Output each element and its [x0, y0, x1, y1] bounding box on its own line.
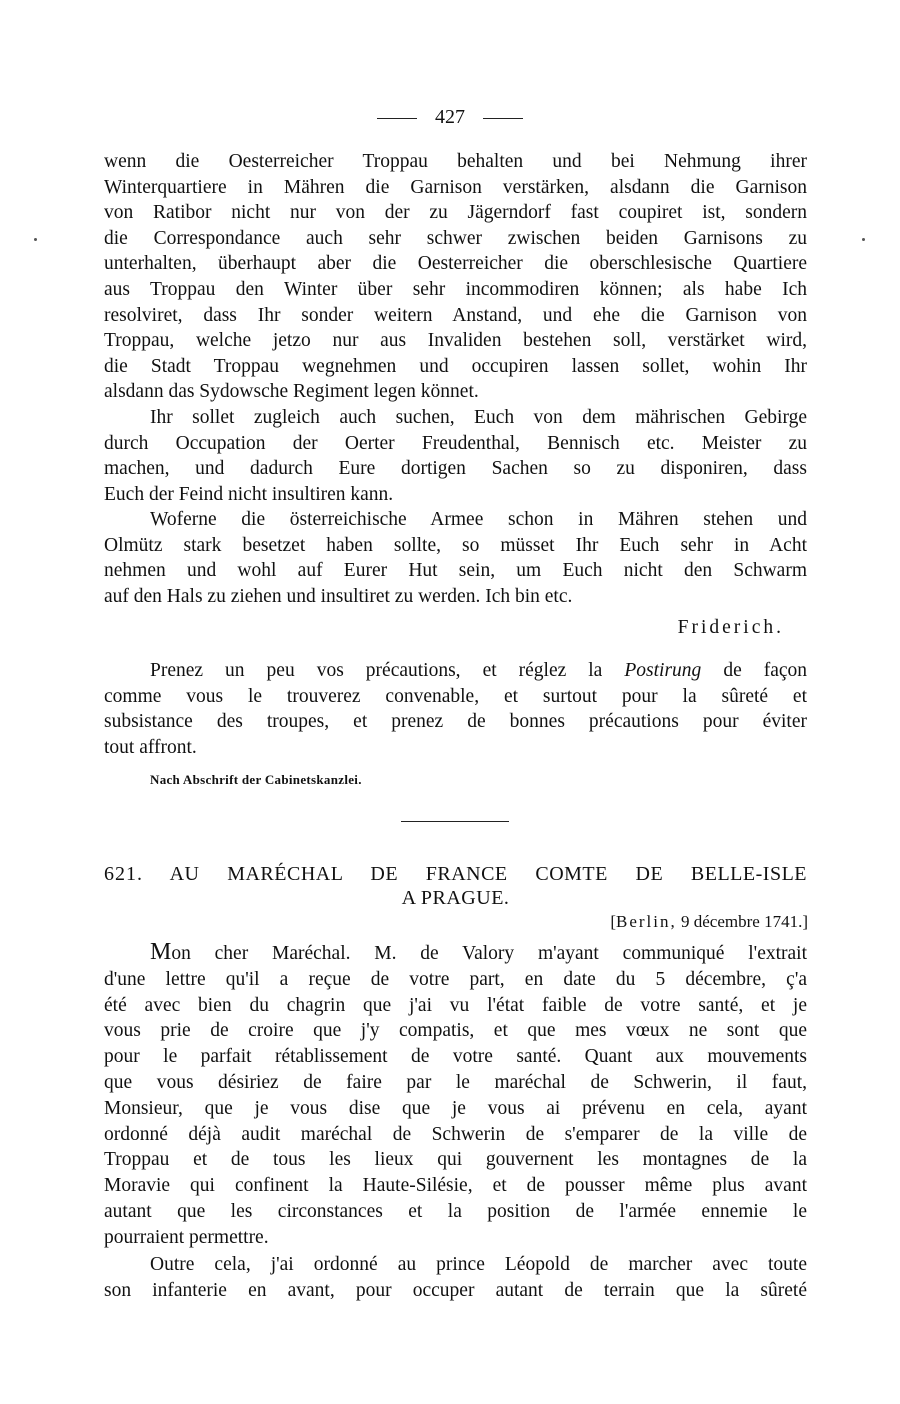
postscript-italic-term: Postirung — [624, 660, 702, 681]
paragraph-1 — [104, 149, 807, 405]
scan-speck — [34, 238, 37, 241]
text-line: Ihr sollet zugleich auch suchen, Euch von dem mährischen Gebirge — [150, 407, 807, 428]
text-line: aus Troppau den Winter über sehr incommodiren können; als habe Ich — [104, 278, 807, 300]
heading-recipient: AU MARÉCHAL DE FRANCE COMTE DE BELLE-ISLE — [169, 863, 807, 885]
postscript-line: Prenez un peu vos précautions, et réglez la Postirung de façon — [150, 660, 807, 681]
dateline: [Berlin, 9 décembre 1741.] — [610, 912, 808, 931]
header-dash-left — [377, 118, 417, 119]
text-line: durch Occupation der Oerter Freudenthal, Bennisch etc. Meister zu — [104, 432, 807, 454]
text-line: Moravie qui confinent la Haute-Silésie, et de pousser même plus avant — [104, 1175, 807, 1197]
text-line: alsdann das Sydowsche Regiment legen könnet. — [104, 381, 479, 403]
letter-paragraph-1-text — [104, 940, 807, 1251]
postscript-line: comme vous le trouverez convenable, et surtout pour la sûreté et — [104, 685, 807, 707]
dateline-date: 9 décembre 1741. — [681, 912, 803, 931]
paragraph-3 — [104, 507, 807, 609]
text-line: von Ratibor nicht nur von der zu Jägerndorf fast coupiret ist, sondern — [104, 202, 807, 224]
text-line: ordonné déjà audit maréchal de Schwerin de s'emparer de la ville de — [104, 1123, 807, 1145]
text-line: Troppau et de tous les lieux qui gouvernent les montagnes de la — [104, 1149, 807, 1171]
text-line: machen, und dadurch Eure dortigen Sachen so zu disponiren, dass — [104, 458, 807, 480]
text-line: Winterquartiere in Mähren die Garnison verstärken, alsdann die Garnison — [104, 176, 807, 198]
text-line: d'une lettre qu'il a reçue de votre part, en date du 5 décembre, ç'a — [104, 968, 807, 990]
heading-line-1 — [104, 862, 807, 886]
letter-heading — [104, 862, 807, 910]
initial-letter: M — [150, 940, 172, 965]
text-line: unterhalten, überhaupt aber die Oesterreicher die oberschlesische Quartiere — [104, 253, 807, 275]
text-line: autant que les circonstances et la position de l'armée ennemie le — [104, 1200, 807, 1222]
dateline-place: Berlin, — [616, 912, 677, 931]
postscript-line: subsistance des troupes, et prenez de bonnes précautions pour éviter — [104, 711, 807, 733]
signature: Friderich. — [677, 617, 784, 638]
text-line: wenn die Oesterreicher Troppau behalten und bei Nehmung ihrer — [104, 151, 807, 172]
text-line: Euch der Feind nicht insultiren kann. — [104, 483, 394, 505]
heading-line-2: A PRAGUE. — [401, 887, 510, 909]
paragraph-2 — [104, 405, 807, 507]
letter-paragraph-2-text — [104, 1252, 807, 1304]
scan-speck — [862, 238, 865, 241]
text-line: die Stadt Troppau wegnehmen und occupiren lassen sollet, wohin Ihr — [104, 355, 807, 377]
text-line: auf den Hals zu ziehen und insultiret zu werden. Ich bin etc. — [104, 585, 573, 607]
text-line: pour le parfait rétablissement de votre santé. Quant aux mouvements — [104, 1046, 807, 1068]
header-dash-right — [483, 118, 523, 119]
page-number: 427 — [435, 106, 465, 128]
postscript-text — [104, 658, 807, 760]
page-header — [0, 104, 900, 130]
text-line: Troppau, welche jetzo nur aus Invaliden bestehen soll, verstärket wird, — [104, 330, 807, 352]
letter-number: 621. — [104, 863, 143, 885]
letter-paragraph-2 — [104, 1252, 807, 1304]
text-line: die Correspondance auch sehr schwer zwischen beiden Garnisons zu — [104, 227, 807, 249]
letter-first-line: Mon cher Maréchal. M. de Valory m'ayant communiqué l'extrait — [150, 940, 807, 965]
paragraph-1-text — [104, 149, 807, 405]
text-line: Woferne die österreichische Armee schon in Mähren stehen und — [150, 509, 807, 530]
text-line: Olmütz stark besetzet haben sollte, so müsset Ihr Euch sehr in Acht — [104, 534, 807, 556]
paragraph-2-text — [104, 405, 807, 507]
text-line: son infanterie en avant, pour occuper autant de terrain que la sûreté — [104, 1279, 807, 1301]
text-line: Outre cela, j'ai ordonné au prince Léopold de marcher avec toute — [150, 1254, 807, 1275]
source-note: Nach Abschrift der Cabinetskanzlei. — [150, 772, 362, 787]
text-line: nehmen und wohl auf Eurer Hut sein, um Euch nicht den Schwarm — [104, 560, 807, 582]
text-line: pourraient permettre. — [104, 1226, 269, 1248]
text-line: vous prie de croire que j'y compatis, et que mes vœux ne sont que — [104, 1020, 807, 1042]
text-line: que vous désiriez de faire par le maréchal de Schwerin, il faut, — [104, 1071, 807, 1093]
letter-paragraph-1 — [104, 940, 807, 1251]
postscript — [104, 658, 807, 760]
paragraph-3-text — [104, 507, 807, 609]
text-line: resolviret, dass Ihr sonder weitern Anstand, und ehe die Garnison von — [104, 304, 807, 326]
section-divider — [401, 821, 509, 822]
text-line: été avec bien du chagrin que j'ai vu l'état faible de votre santé, et je — [104, 994, 807, 1016]
postscript-line: tout affront. — [104, 736, 197, 758]
text-line: Monsieur, que je vous dise que je vous ai prévenu en cela, ayant — [104, 1097, 807, 1119]
